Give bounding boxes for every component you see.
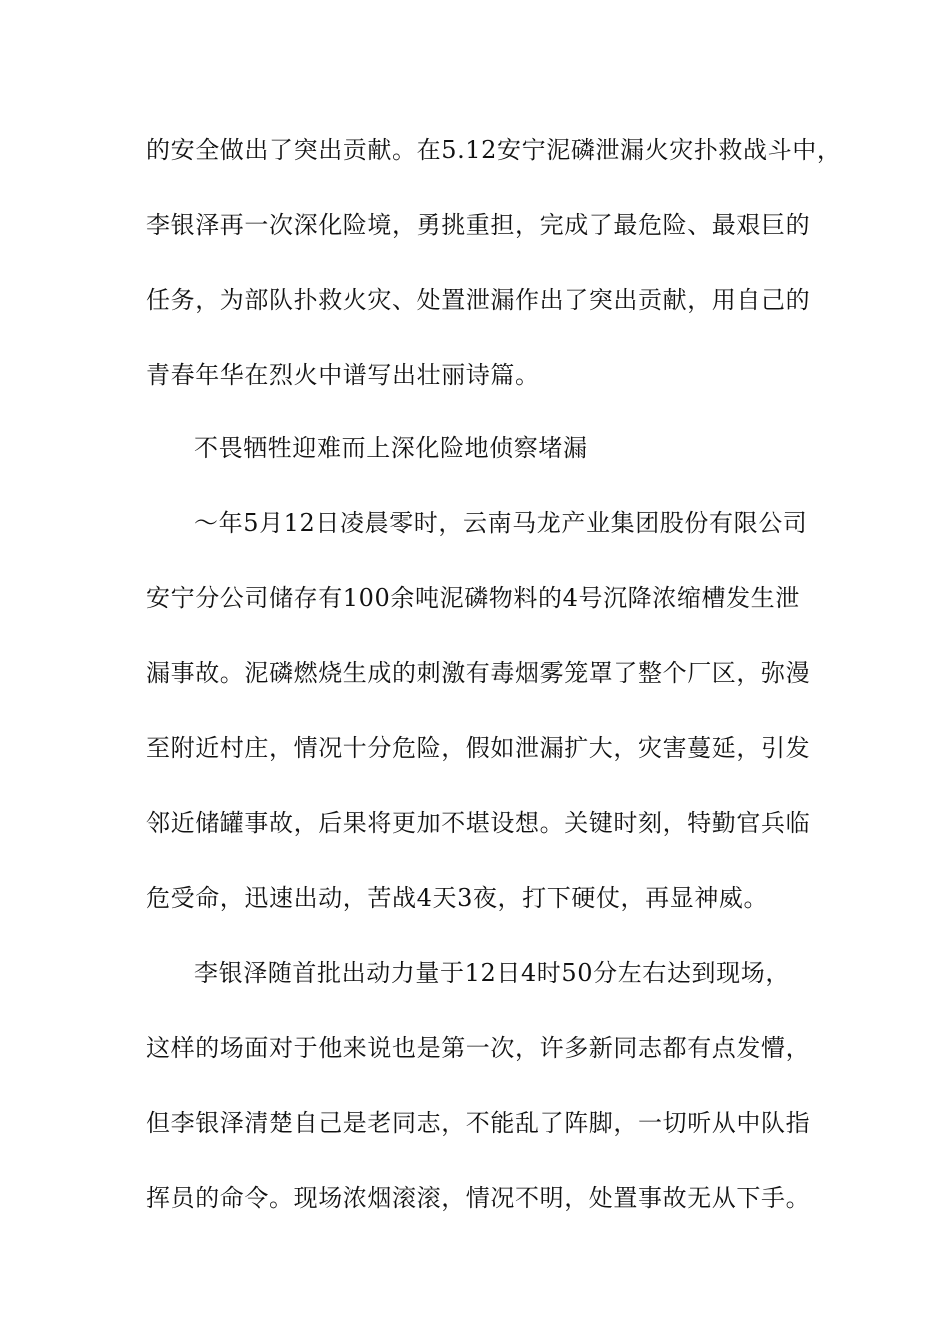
section-heading: 不畏牺牲迎难而上深化险地侦察堵漏 bbox=[194, 434, 588, 462]
text-line-11: 危受命，迅速出动，苦战4天3夜，打下硬仗，再显神威。 bbox=[146, 884, 769, 912]
text-line-7: 安宁分公司储存有100余吨泥磷物料的4号沉降浓缩槽发生泄 bbox=[146, 584, 800, 612]
text-line-3: 任务，为部队扑救火灾、处置泄漏作出了突出贡献，用自己的 bbox=[146, 286, 811, 314]
text-line-8: 漏事故。泥磷燃烧生成的刺激有毒烟雾笼罩了整个厂区，弥漫 bbox=[146, 659, 811, 687]
text-line-15: 挥员的命令。现场浓烟滚滚，情况不明，处置事故无从下手。 bbox=[146, 1184, 811, 1212]
text-line-6: ～年5月12日凌晨零时，云南马龙产业集团股份有限公司 bbox=[194, 509, 808, 537]
text-line-9: 至附近村庄，情况十分危险，假如泄漏扩大，灾害蔓延，引发 bbox=[146, 734, 811, 762]
text-line-4: 青春年华在烈火中谱写出壮丽诗篇。 bbox=[146, 361, 540, 389]
text-line-12: 李银泽随首批出动力量于12日4时50分左右达到现场， bbox=[194, 959, 790, 987]
text-line-2: 李银泽再一次深化险境，勇挑重担，完成了最危险、最艰巨的 bbox=[146, 211, 811, 239]
text-line-10: 邻近储罐事故，后果将更加不堪设想。关键时刻，特勤官兵临 bbox=[146, 809, 811, 837]
text-line-1: 的安全做出了突出贡献。在5.12安宁泥磷泄漏火灾扑救战斗中， bbox=[146, 136, 842, 164]
text-line-13: 这样的场面对于他来说也是第一次，许多新同志都有点发懵， bbox=[146, 1034, 811, 1062]
text-line-14: 但李银泽清楚自己是老同志，不能乱了阵脚，一切听从中队指 bbox=[146, 1109, 811, 1137]
